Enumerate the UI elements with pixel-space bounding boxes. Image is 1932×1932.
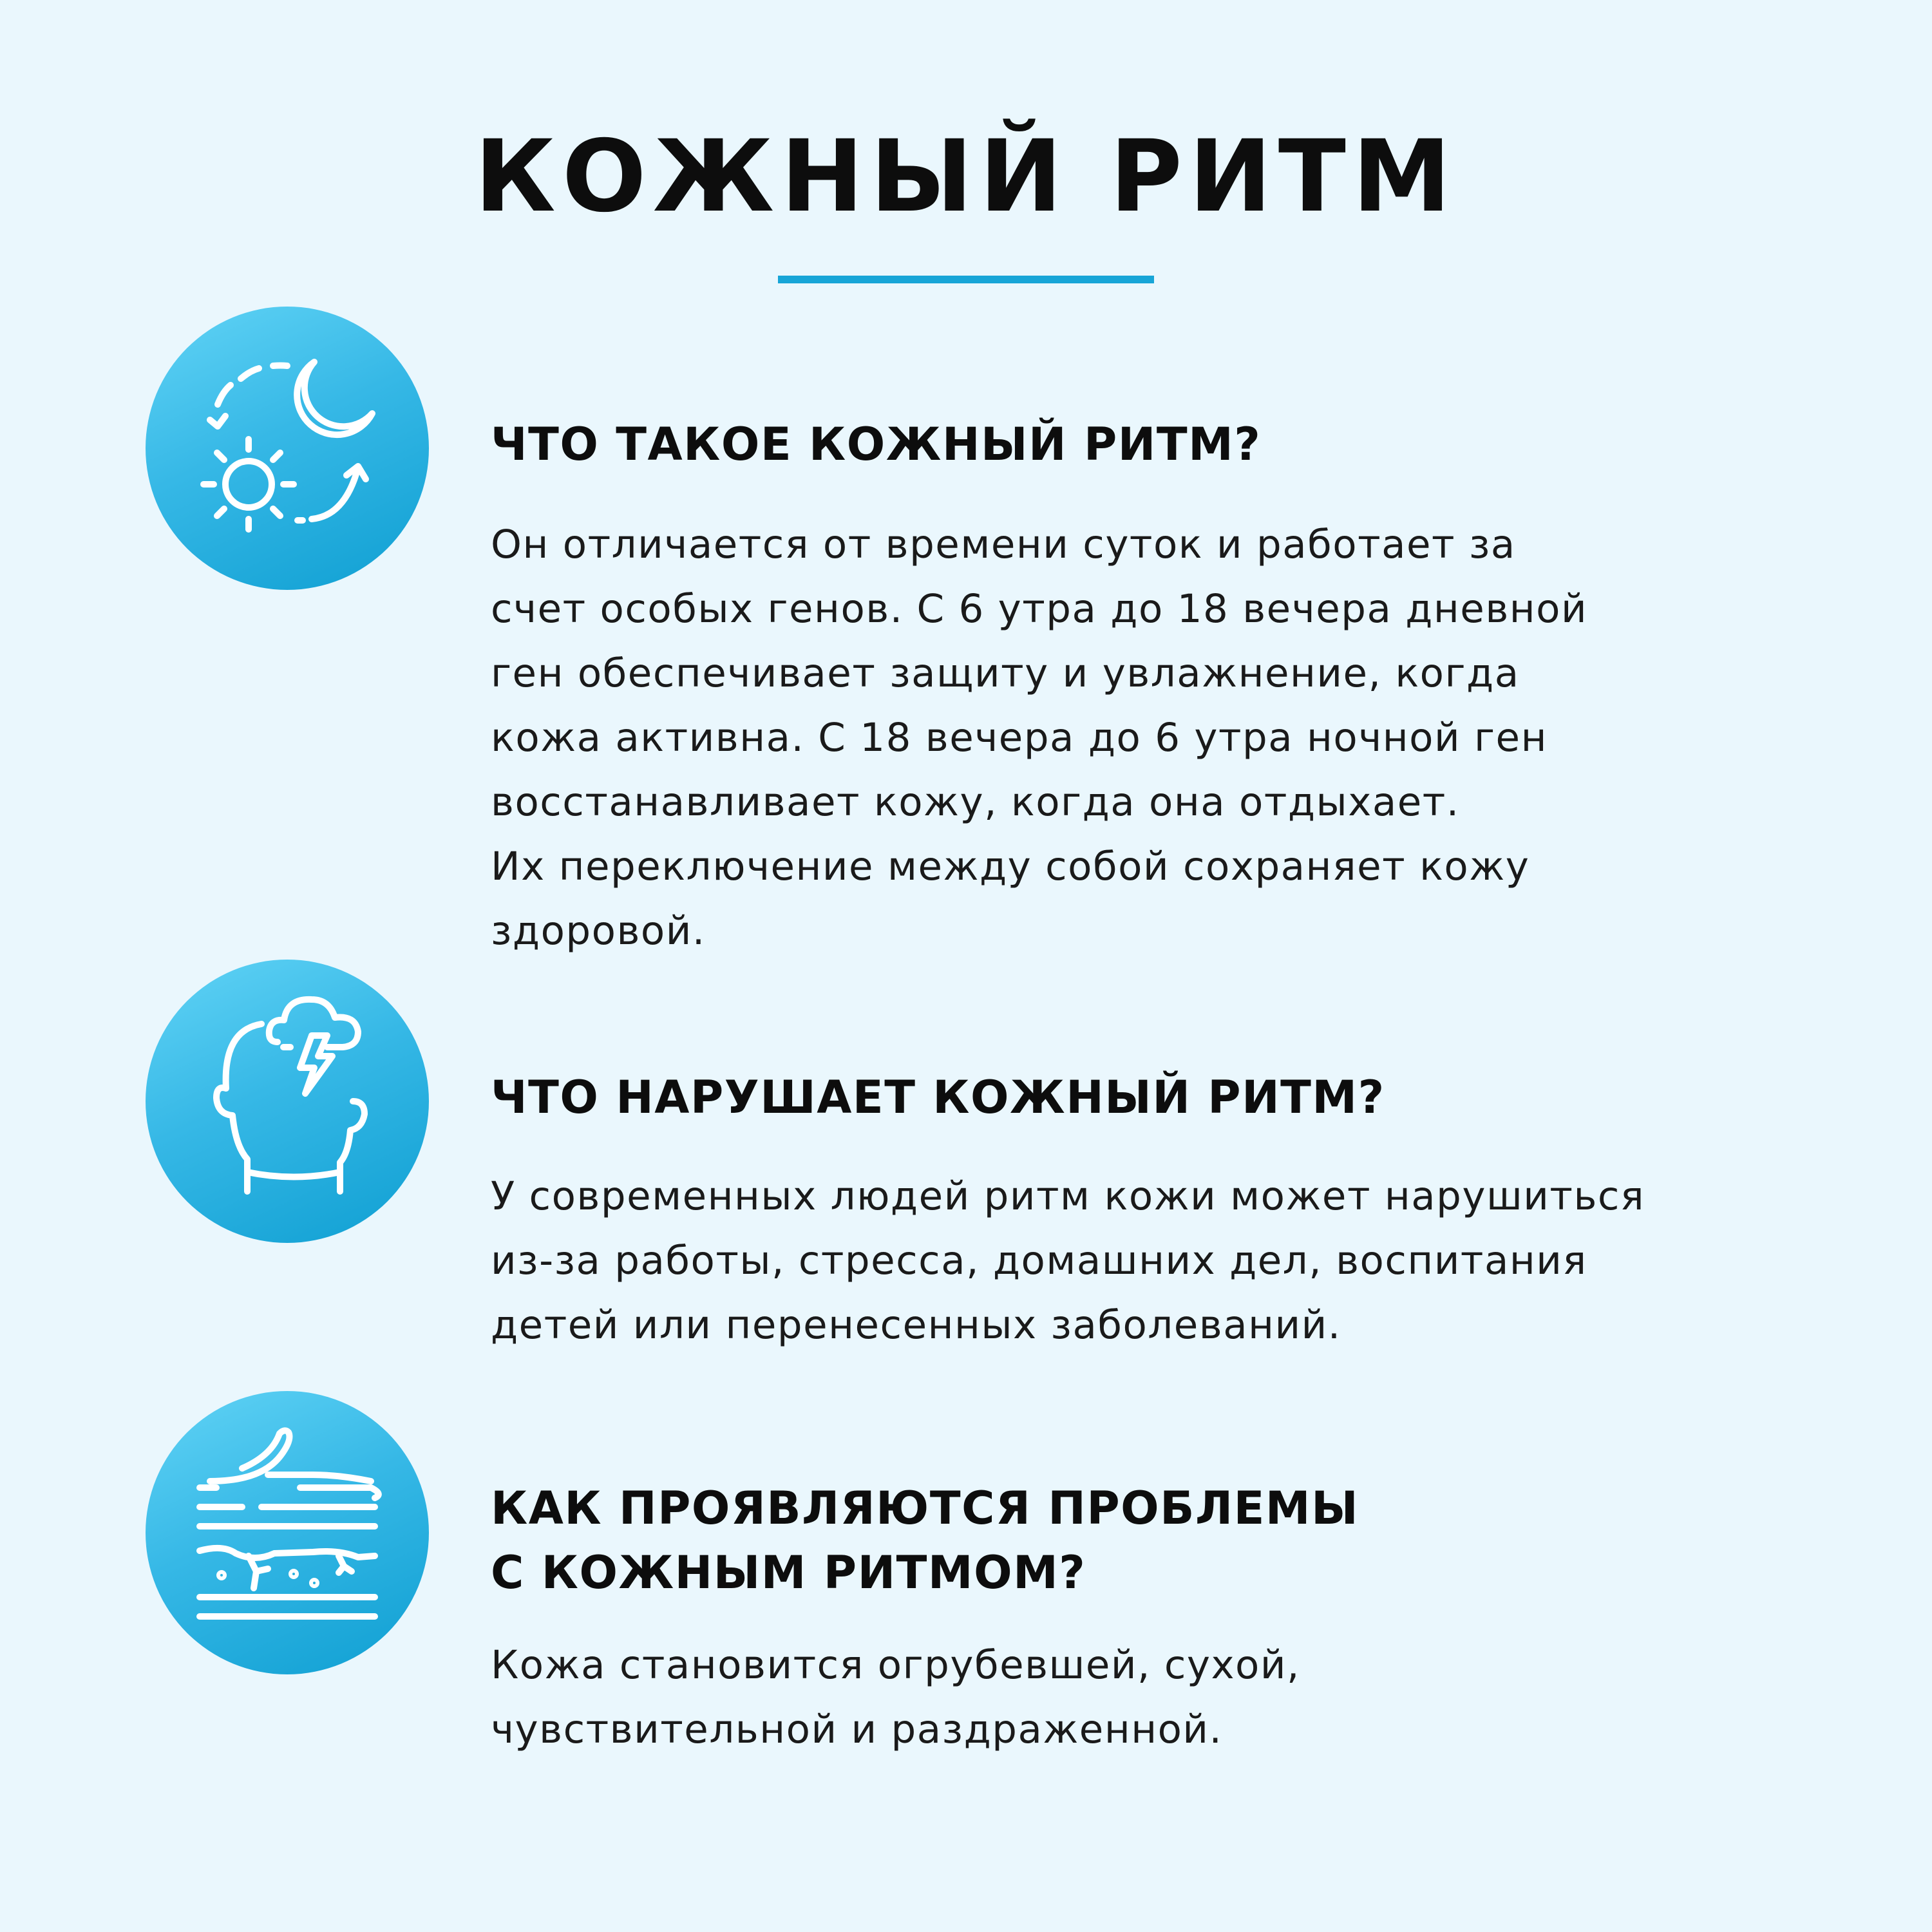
text-line: счет особых генов. С 6 утра до 18 вечера дневной [491, 586, 1588, 632]
section-text-how-manifest [491, 1633, 1300, 1762]
text-line: У современных людей ритм кожи может нарушиться [491, 1173, 1645, 1219]
text-line: чувствительной и раздраженной. [491, 1707, 1223, 1752]
page-title: КОЖНЫЙ РИТМ [474, 119, 1458, 234]
text-line: из-за работы, стресса, домашних дел, воспитания [491, 1238, 1587, 1283]
title-underline [778, 276, 1154, 283]
skin-layers-icon [146, 1391, 429, 1674]
text-line: восстанавливает кожу, когда она отдыхает. [491, 779, 1460, 825]
text-line: кожа активна. С 18 вечера до 6 утра ночной ген [491, 715, 1548, 761]
day-night-cycle-icon [146, 307, 429, 590]
text-line: здоровой. [491, 908, 706, 954]
heading-line: КАК ПРОЯВЛЯЮТСЯ ПРОБЛЕМЫ [491, 1482, 1359, 1535]
stressed-head-icon [146, 960, 429, 1243]
section-heading-what-is: ЧТО ТАКОЕ КОЖНЫЙ РИТМ? [491, 418, 1262, 471]
text-line: Их переключение между собой сохраняет кожу [491, 844, 1530, 889]
heading-line: С КОЖНЫМ РИТМОМ? [491, 1546, 1086, 1599]
section-heading-what-disrupts: ЧТО НАРУШАЕТ КОЖНЫЙ РИТМ? [491, 1071, 1385, 1124]
section-text-what-is [491, 513, 1587, 963]
text-line: детей или перенесенных заболеваний. [491, 1302, 1341, 1348]
text-line: Он отличается от времени суток и работает за [491, 522, 1516, 567]
text-line: Кожа становится огрубевшей, сухой, [491, 1642, 1300, 1688]
section-heading-how-manifest [491, 1476, 1359, 1605]
section-text-what-disrupts [491, 1164, 1645, 1358]
text-line: ген обеспечивает защиту и увлажнение, когда [491, 650, 1520, 696]
